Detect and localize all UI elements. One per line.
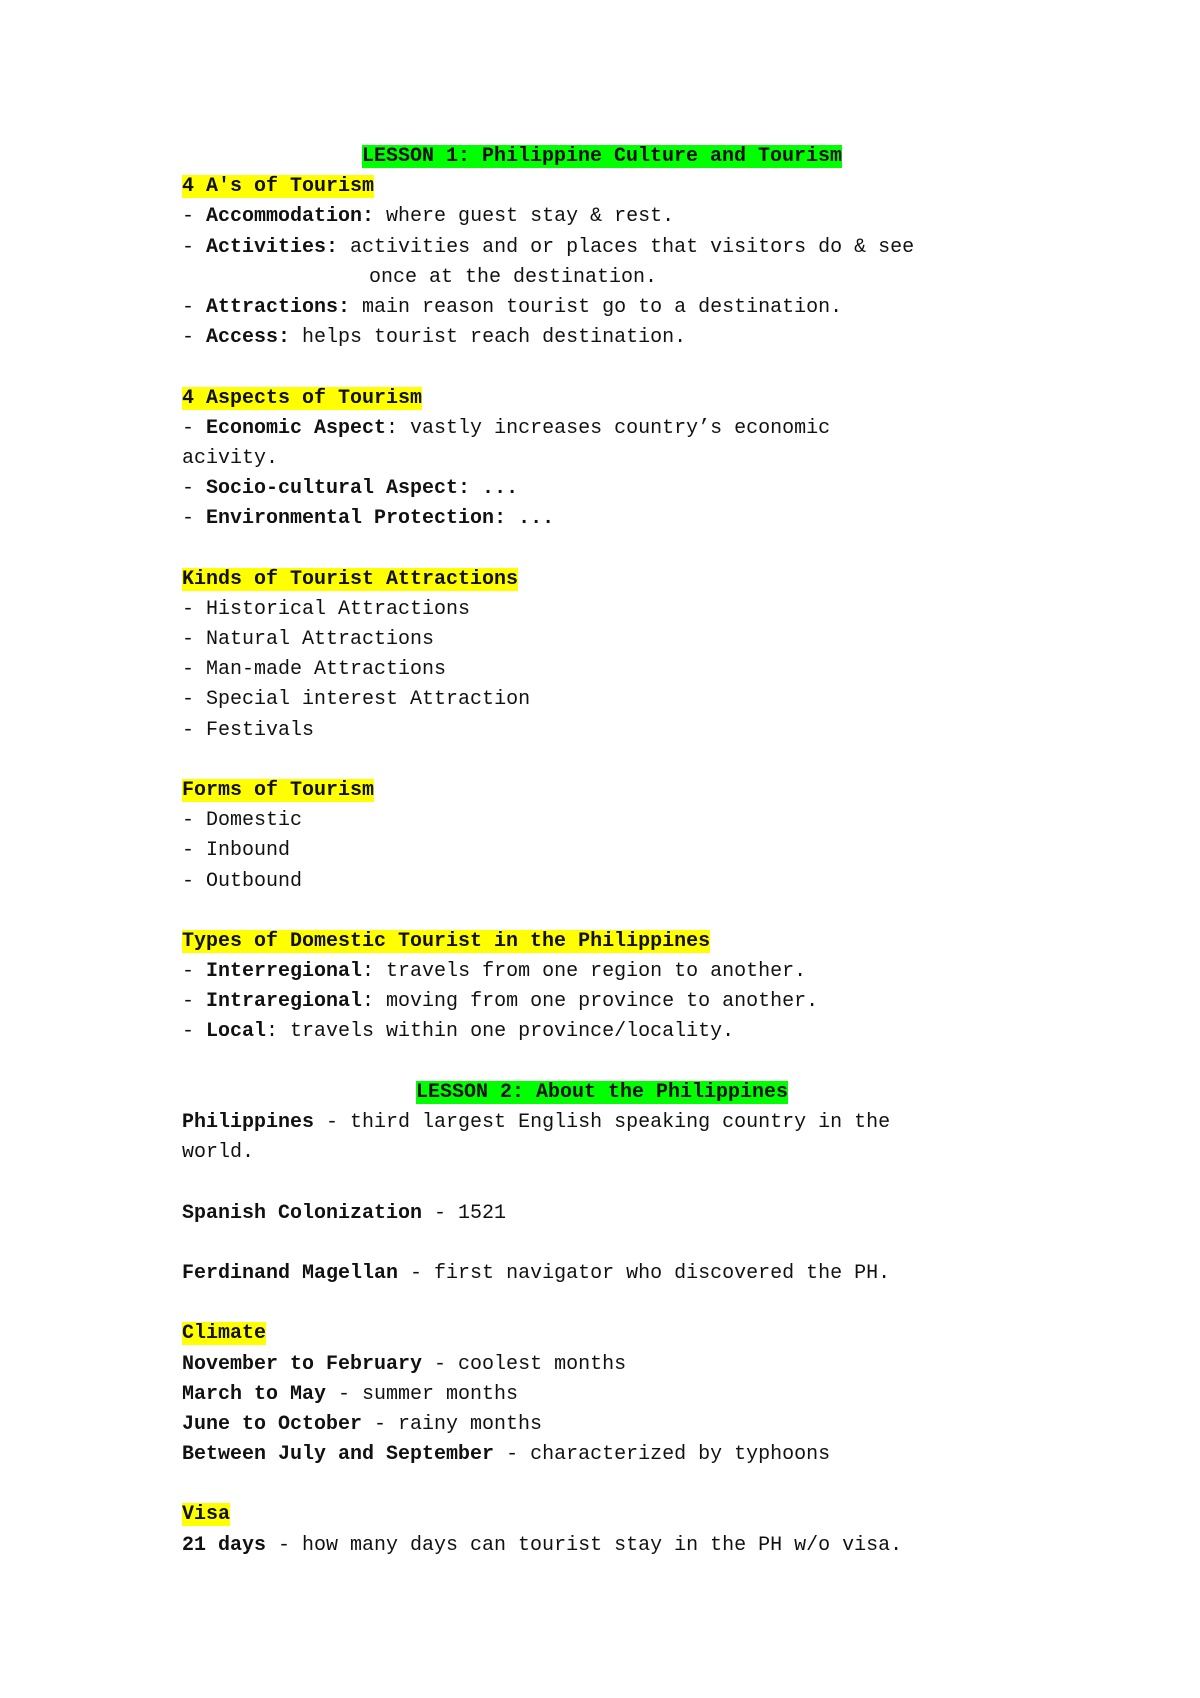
list-item: - Outbound	[182, 869, 303, 893]
spacer	[182, 1168, 1022, 1198]
list-item: - Activities: activities and or places that visitors do & see	[182, 235, 915, 259]
term: Ferdinand Magellan	[182, 1261, 399, 1285]
attractions-heading: Kinds of Tourist Attractions	[182, 567, 519, 591]
definition-line	[182, 1350, 1022, 1380]
term: November to February	[182, 1352, 423, 1376]
definition: : travels from one region to another.	[362, 960, 807, 984]
definition: - third largest English speaking country in the	[314, 1111, 891, 1134]
spacer	[182, 746, 1022, 776]
definition: - rainy months	[362, 1412, 543, 1436]
lesson-2-title: LESSON 2: About the Philippines	[415, 1080, 789, 1104]
climate-heading-line	[182, 1319, 1022, 1349]
term: Attractions:	[206, 295, 351, 319]
forms-heading: Forms of Tourism	[182, 778, 375, 802]
list-item: - Festivals	[182, 718, 315, 742]
definition: - 1521	[422, 1201, 507, 1225]
list-item: - Historical Attractions	[182, 597, 471, 621]
list-item-continuation: once at the destination.	[369, 265, 658, 289]
list-item: - Economic Aspect: vastly increases country’s economic	[182, 416, 831, 440]
definition: - summer months	[326, 1382, 519, 1406]
list-item: - Socio-cultural Aspect: ...	[182, 477, 519, 501]
list-item: - Accommodation: where guest stay & rest.	[182, 205, 675, 229]
definition-continuation: world.	[182, 1141, 255, 1165]
lesson-1-title-line	[182, 142, 1022, 172]
four-as-heading-line	[182, 172, 1022, 202]
list-item: - Environmental Protection: ...	[182, 507, 555, 531]
definition: activities and or places that visitors do & see	[338, 235, 915, 259]
definition: - how many days can tourist stay in the PH w/o visa.	[266, 1533, 903, 1557]
list-item: - Interregional: travels from one region to another.	[182, 960, 807, 984]
term: Intraregional	[206, 990, 363, 1014]
list-item: - Attractions: main reason tourist go to a destination.	[182, 295, 843, 319]
list-item: - Local: travels within one province/locality.	[182, 1020, 735, 1044]
four-as-heading: 4 A's of Tourism	[182, 175, 375, 199]
list-item: - Access: helps tourist reach destination.	[182, 326, 687, 350]
attractions-heading-line	[182, 565, 1022, 595]
definition-line	[182, 1531, 1022, 1561]
list-item: - Inbound	[182, 839, 291, 863]
lesson-1-title: LESSON 1: Philippine Culture and Tourism	[361, 145, 843, 168]
definition: : moving from one province to another.	[362, 990, 819, 1014]
term: Between July and September	[182, 1443, 495, 1467]
definition: - coolest months	[422, 1352, 627, 1376]
term: Accommodation:	[206, 205, 375, 229]
list-item: - Special interest Attraction	[182, 688, 531, 712]
definition: - first navigator who discovered the PH.	[398, 1261, 891, 1285]
definition-line	[182, 1108, 1022, 1138]
term: Socio-cultural Aspect: ...	[206, 477, 519, 501]
term: Philippines	[182, 1111, 315, 1134]
term: Spanish Colonization	[182, 1201, 423, 1225]
spacer	[182, 897, 1022, 927]
definition: - characterized by typhoons	[494, 1443, 831, 1467]
forms-heading-line	[182, 776, 1022, 806]
document-page	[182, 142, 1022, 1561]
list-item-continuation: acivity.	[182, 446, 279, 470]
visa-heading: Visa	[182, 1503, 231, 1527]
definition-line	[182, 1199, 1022, 1229]
list-item: - Domestic	[182, 809, 303, 833]
spacer	[182, 353, 1022, 383]
lesson-2-title-line	[182, 1078, 1022, 1108]
aspects-heading: 4 Aspects of Tourism	[182, 386, 423, 410]
term: Environmental Protection: ...	[206, 507, 555, 531]
list-item: - Natural Attractions	[182, 628, 435, 651]
definition-line	[182, 1380, 1022, 1410]
term: June to October	[182, 1412, 363, 1436]
spacer	[182, 1470, 1022, 1500]
domestic-types-heading-line	[182, 927, 1022, 957]
spacer	[182, 1229, 1022, 1259]
definition: : travels within one province/locality.	[266, 1020, 735, 1044]
spacer	[182, 1289, 1022, 1319]
definition: where guest stay & rest.	[374, 205, 675, 229]
term: March to May	[182, 1382, 327, 1406]
aspects-heading-line	[182, 384, 1022, 414]
spacer	[182, 1048, 1022, 1078]
definition: main reason tourist go to a destination.	[350, 295, 843, 319]
spacer	[182, 534, 1022, 564]
definition-line	[182, 1259, 1022, 1289]
list-item: - Man-made Attractions	[182, 658, 447, 682]
domestic-types-heading: Types of Domestic Tourist in the Philippines	[182, 929, 711, 953]
term: Interregional	[206, 960, 363, 984]
definition: helps tourist reach destination.	[290, 326, 687, 350]
term: Access:	[206, 326, 291, 350]
definition-line	[182, 1410, 1022, 1440]
list-item: - Intraregional: moving from one province to another.	[182, 990, 819, 1014]
visa-heading-line	[182, 1500, 1022, 1530]
definition-line	[182, 1440, 1022, 1470]
term: Local	[206, 1020, 267, 1044]
term: 21 days	[182, 1533, 267, 1557]
term: Activities:	[206, 235, 339, 259]
definition: : vastly increases country’s economic	[386, 416, 831, 440]
term: Economic Aspect	[206, 416, 387, 440]
climate-heading: Climate	[182, 1322, 267, 1346]
